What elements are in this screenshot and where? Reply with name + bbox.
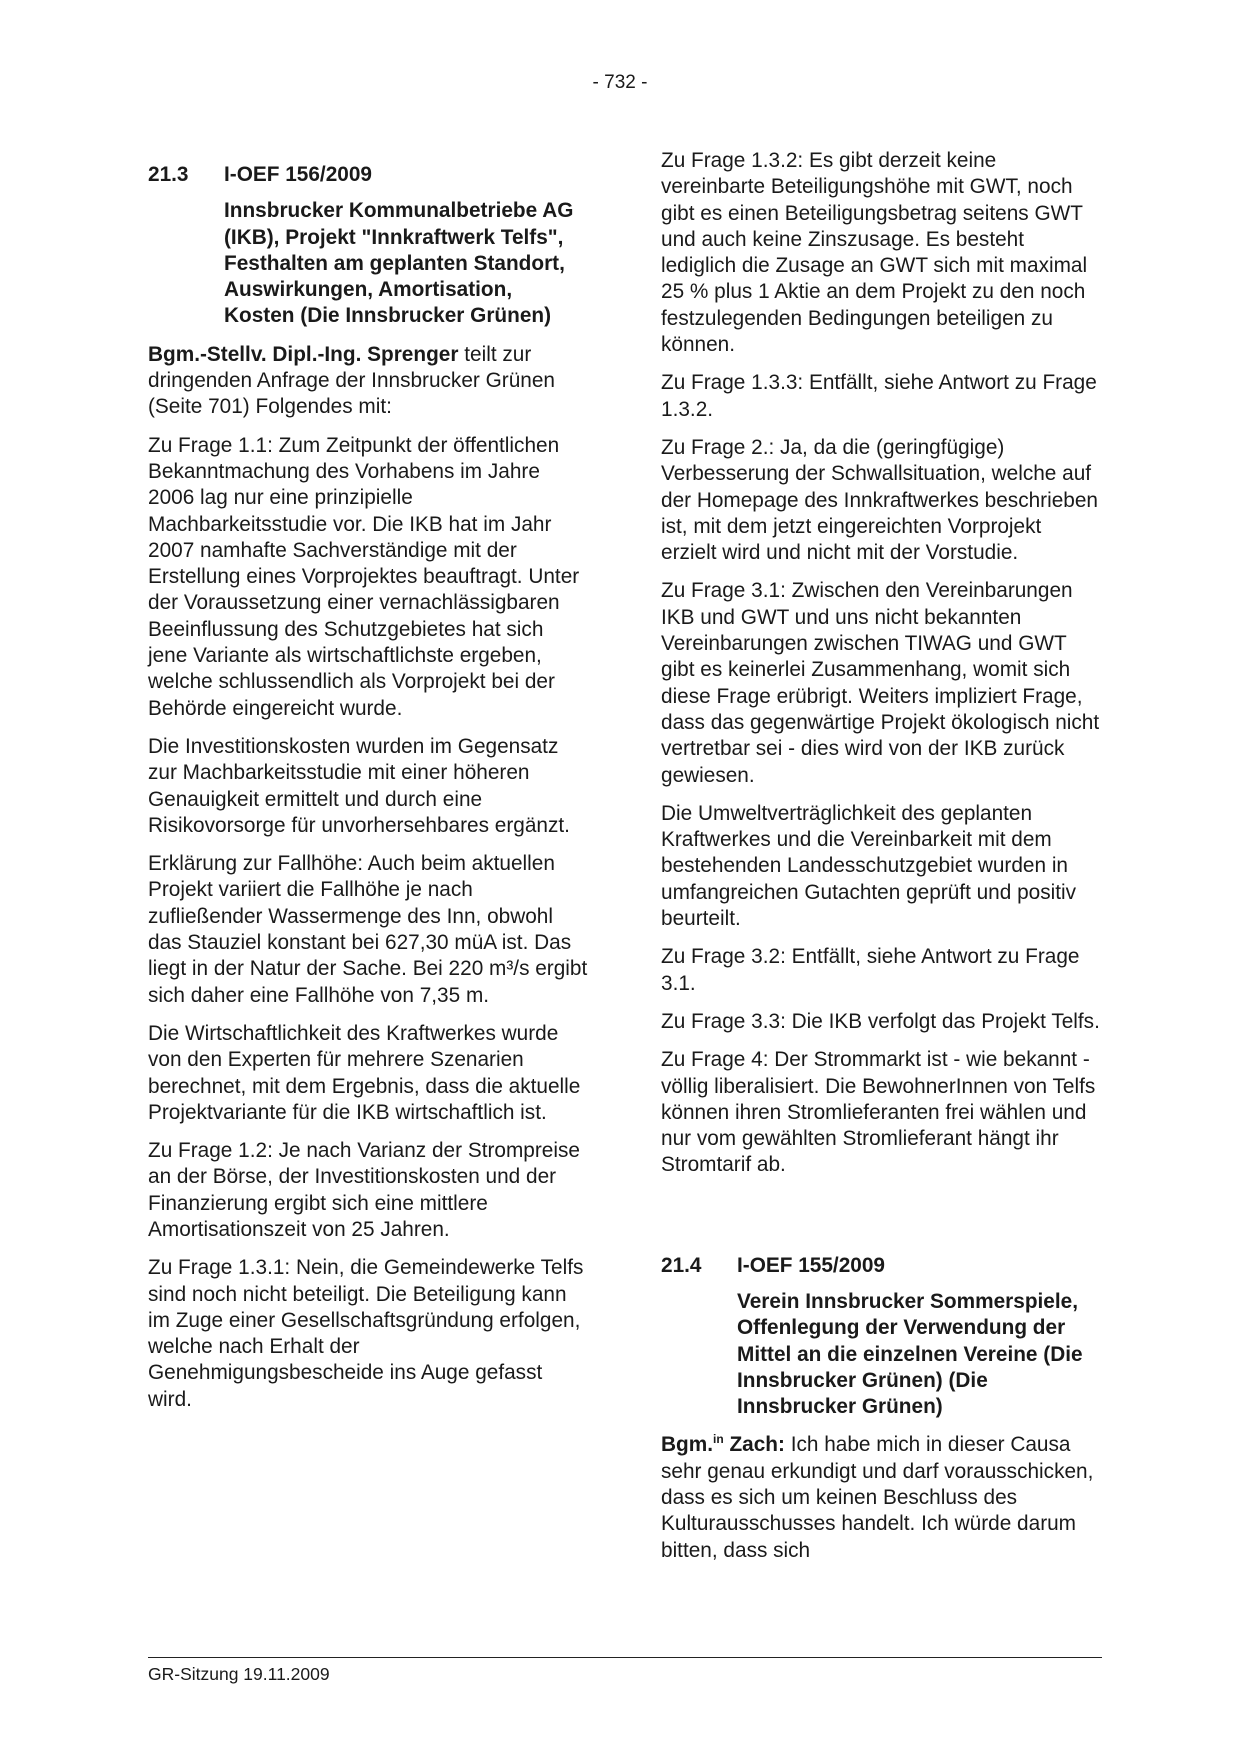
right-column	[661, 148, 1101, 1576]
paragraph: Zu Frage 1.3.1: Nein, die Gemeindewerke Telfs sind noch nicht beteiligt. Die Beteiligung kann im Zuge einer Gesellschaftsgründung erfolgen, welche nach Erhalt der Genehmigungsbescheide ins Auge gefasst wird.	[148, 1256, 584, 1411]
paragraph: Zu Frage 4: Der Strommarkt ist - wie bekannt - völlig liberalisiert. Die BewohnerInnen von Telfs können ihren Stromlieferanten frei wählen und nur vom gewählten Stromlieferant hängt ihr Stromtarif ab.	[661, 1048, 1096, 1177]
speaker-name: Bgm.-Stellv. Dipl.-Ing. Sprenger	[148, 342, 459, 366]
footer-divider	[148, 1657, 1102, 1658]
left-column	[148, 148, 588, 1425]
speaker-sup: in	[713, 1432, 724, 1447]
paragraph: Zu Frage 3.3: Die IKB verfolgt das Projekt Telfs.	[661, 1009, 1100, 1033]
section-code: I-OEF 156/2009	[224, 163, 372, 186]
section-heading-21-3	[148, 162, 588, 188]
paragraph: Die Umweltverträglichkeit des geplanten Kraftwerkes und die Vereinbarkeit mit dem bestehenden Landesschutzgebiet wurden in umfangreichen Gutachten geprüft und positiv beurteilt.	[661, 801, 1077, 931]
closing-paragraph	[661, 1432, 1101, 1563]
footer: GR-Sitzung 19.11.2009	[148, 1664, 330, 1684]
section-title: Innsbrucker Kommunalbetriebe AG (IKB), Projekt "Innkraftwerk Telfs", Festhalten am geplanten Standort, Auswirkungen, Amortisation, Kosten (Die Innsbrucker Grünen)	[224, 199, 574, 328]
paragraph: Zu Frage 1.2: Je nach Varianz der Strompreise an der Börse, der Investitionskosten und der Finanzierung ergibt sich eine mittlere Amortisationszeit von 25 Jahren.	[148, 1139, 580, 1241]
intro-paragraph	[148, 342, 588, 421]
speaker-surname: Zach:	[723, 1433, 785, 1457]
spacer	[661, 1191, 1101, 1239]
paragraph: Zu Frage 1.1: Zum Zeitpunkt der öffentlichen Bekanntmachung des Vorhabens im Jahre 2006 lag nur eine prinzipielle Machbarkeitsstudie vor. Die IKB hat im Jahr 2007 namhafte Sachverständige mit der Erstellung eines Vorprojektes beauftragt. Unter der Voraussetzung einer vernachlässigbaren Beeinflussung des Schutzgebietes hat sich jene Variante als wirtschaftlichste ergeben, welche schlussendlich als Vorprojekt bei der Behörde eingereicht wurde.	[148, 433, 580, 720]
intro-text: teilt zur dringenden Anfrage der Innsbrucker Grünen (Seite 701) Folgendes mit:	[148, 342, 555, 419]
section-heading-21-4	[661, 1253, 1101, 1279]
page-number: - 732 -	[592, 72, 648, 93]
paragraph: Erklärung zur Fallhöhe: Auch beim aktuellen Projekt variiert die Fallhöhe je nach zufließender Wassermenge des Inn, obwohl das Stauziel konstant bei 627,30 müA ist. Das liegt in der Natur der Sache. Bei 220 m³/s ergibt sich daher eine Fallhöhe von 7,35 m.	[148, 852, 588, 1007]
section-title: Verein Innsbrucker Sommerspiele, Offenlegung der Verwendung der Mittel an die einzelnen Vereine (Die Innsbrucker Grünen) (Die Innsbrucker Grünen)	[737, 1289, 1083, 1419]
paragraph: Zu Frage 2.: Ja, da die (geringfügige) Verbesserung der Schwallsituation, welche auf der Homepage des Innkraftwerkes beschrieben ist, mit dem jetzt eingereichten Vorprojekt erzielt wird und nicht mit der Vorstudie.	[661, 435, 1098, 565]
paragraph: Die Investitionskosten wurden im Gegensatz zur Machbarkeitsstudie mit einer höheren Genauigkeit ermittelt und durch eine Risikovorsorge für unvorhersehbares ergänzt.	[148, 734, 570, 837]
paragraph: Die Wirtschaftlichkeit des Kraftwerkes wurde von den Experten für mehrere Szenarien berechnet, mit dem Ergebnis, dass die aktuelle Projektvariante für die IKB wirtschaftlich ist.	[148, 1021, 581, 1124]
paragraph: Zu Frage 1.3.2: Es gibt derzeit keine vereinbarte Beteiligungshöhe mit GWT, noch gibt es einen Beteiligungsbetrag seitens GWT und auch keine Zinszusage. Es besteht lediglich die Zusage an GWT sich mit maximal 25 % plus 1 Aktie an dem Projekt zu den noch festzulegenden Bedingungen beteiligen zu können.	[661, 149, 1088, 357]
speaker-title: Bgm.	[661, 1433, 713, 1457]
section-number: 21.3	[148, 163, 189, 186]
closing-text: Ich habe mich in dieser Causa sehr genau erkundigt und darf vorausschicken, dass es sich um keinen Beschluss des Kulturausschusses handelt. Ich würde darum bitten, dass sich	[661, 1433, 1094, 1562]
section-code: I-OEF 155/2009	[737, 1253, 885, 1277]
paragraph: Zu Frage 3.1: Zwischen den Vereinbarungen IKB und GWT und uns nicht bekannten Vereinbarungen zwischen TIWAG und GWT gibt es keinerlei Zusammenhang, womit sich diese Frage erübrigt. Weiters impliziert Frage, dass das gegenwärtige Projekt ökologisch nicht vertretbar sei - dies wird von der IKB zurück gewiesen.	[661, 579, 1100, 787]
paragraph: Zu Frage 3.2: Entfällt, siehe Antwort zu Frage 3.1.	[661, 945, 1080, 995]
speaker-name	[661, 1433, 785, 1456]
paragraph: Zu Frage 1.3.3: Entfällt, siehe Antwort zu Frage 1.3.2.	[661, 371, 1097, 421]
section-number: 21.4	[661, 1253, 702, 1277]
